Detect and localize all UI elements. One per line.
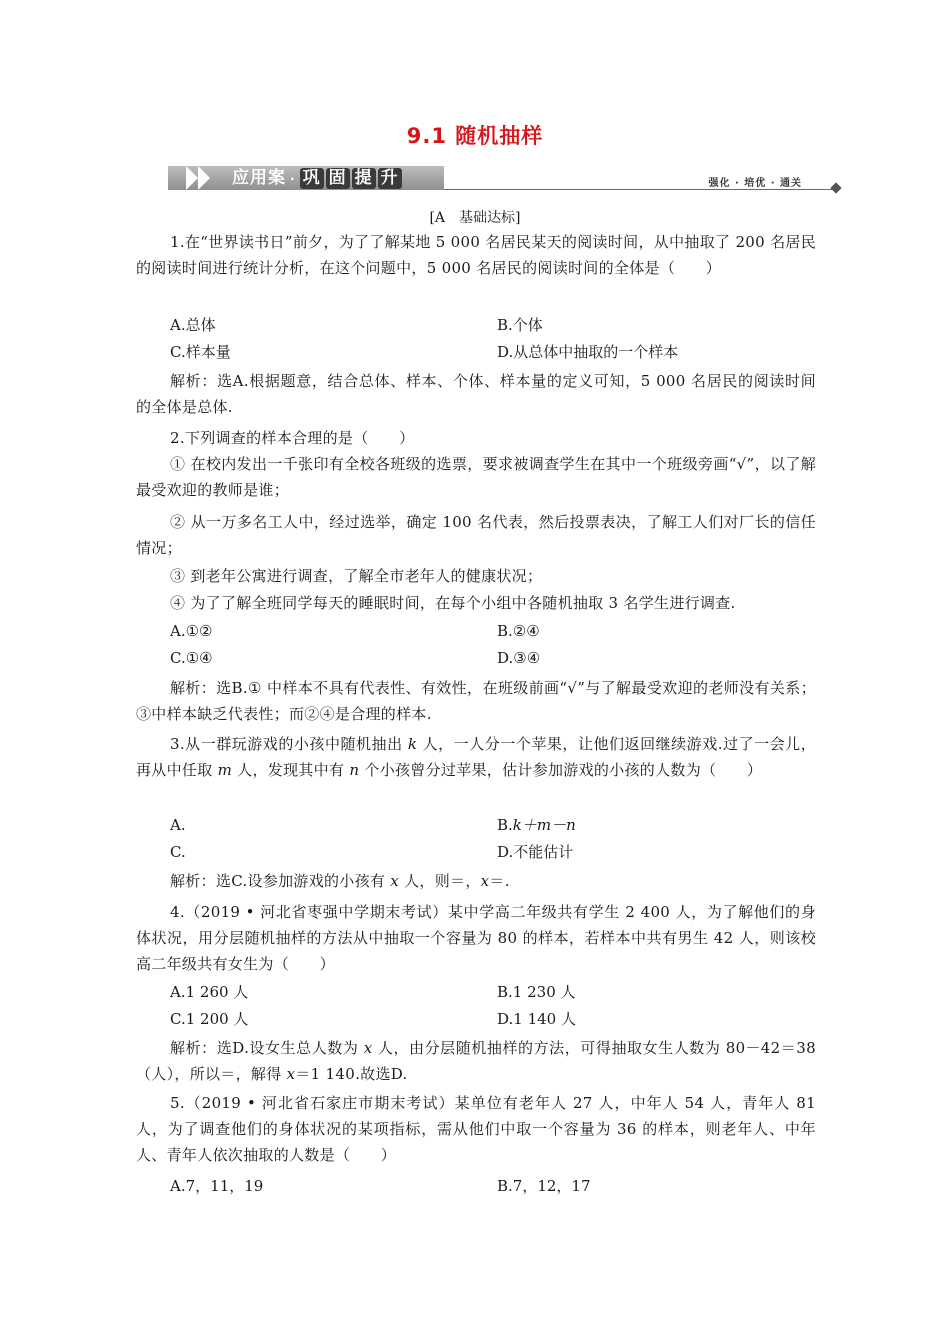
q4-var-x: x	[363, 1039, 373, 1057]
q2-option-d: D.③④	[497, 649, 541, 667]
question-2-stem: 2.下列调查的样本合理的是（ ）	[170, 429, 415, 447]
q3-analysis-text: 人，则＝，	[399, 872, 481, 890]
q1-option-b: B.个体	[497, 316, 543, 334]
q3-stem-text: 个小孩曾分过苹果，估计参加游戏的小孩的人数为（ ）	[359, 761, 763, 779]
diamond-icon	[830, 182, 841, 193]
q3-option-d: D.不能估计	[497, 843, 574, 861]
q3-stem-text: 3.从一群玩游戏的小孩中随机抽出	[170, 735, 408, 753]
q1-option-a: A.总体	[170, 316, 216, 334]
q4-option-b: B.1 230 人	[497, 983, 576, 1001]
q4-analysis-text: ＝1 140.故选D.	[295, 1065, 408, 1083]
q2-statement-4: ④ 为了了解全班同学每天的睡眠时间，在每个小组中各随机抽取 3 名学生进行调查.	[170, 594, 736, 612]
q1-option-d: D.从总体中抽取的一个样本	[497, 343, 679, 361]
q2-statement-2: ② 从一万多名工人中，经过选举，确定 100 名代表，然后投票表决，了解工人们对厂长的信任情况；	[136, 513, 816, 557]
q3-var-x: x	[480, 872, 490, 890]
q2-statement-3: ③ 到老年公寓进行调查，了解全市老年人的健康状况；	[170, 567, 543, 585]
banner-label-b3: 提	[352, 168, 376, 189]
q4-option-d: D.1 140 人	[497, 1010, 576, 1028]
q3-option-a: A.	[170, 816, 186, 834]
q3-analysis-text: 解析：选C.设参加游戏的小孩有	[170, 872, 391, 890]
q4-analysis-text: 解析：选D.设女生总人数为	[170, 1039, 364, 1057]
q4-analysis-text: 人，由分层随机抽样的方法，可得抽取女生人数为 80－42＝38（人），所以＝，解得	[136, 1039, 816, 1083]
question-3-stem	[136, 731, 816, 783]
q2-option-a: A.①②	[170, 622, 213, 640]
question-1-stem: 1.在“世界读书日”前夕，为了了解某地 5 000 名居民某天的阅读时间，从中抽取了 200 名居民的阅读时间进行统计分析，在这个问题中，5 000 名居民的阅读时间的全体是（ ）	[136, 233, 816, 277]
question-5-stem: 5.（2019 • 河北省石家庄市期末考试）某单位有老年人 27 人，中年人 54 人，青年人 81 人，为了调查他们的身体状况的某项指标，需从他们中取一个容量为 36 的样本，则老年人、中年人、青年人依次抽取的人数是（ ）	[136, 1094, 816, 1164]
q3-analysis-text: ＝.	[489, 872, 510, 890]
q2-option-b: B.②④	[497, 622, 540, 640]
section-banner	[168, 162, 840, 194]
q3-var-m: m	[217, 761, 233, 779]
page-title: 9.1 随机抽样	[406, 124, 544, 148]
q1-analysis: 解析：选A.根据题意，结合总体、样本、个体、样本量的定义可知，5 000 名居民的阅读时间的全体是总体.	[136, 372, 816, 416]
chevron-right-icon	[198, 166, 210, 190]
q3-option-b-expression: k＋m－n	[512, 816, 576, 834]
banner-separator: ·	[290, 172, 296, 186]
q2-analysis: 解析：选B.① 中样本不具有代表性、有效性，在班级前画“√”与了解最受欢迎的老师没有关系；③中样本缺乏代表性；而②④是合理的样本.	[136, 679, 816, 723]
q3-option-c: C.	[170, 843, 186, 861]
section-heading: [A 基础达标]	[429, 210, 521, 226]
q3-option-b	[497, 815, 576, 835]
q3-stem-text: 人，一人分一个苹果，让他们返回继续游戏.过了一会儿，再从中任取	[136, 735, 817, 779]
q2-statement-1: ① 在校内发出一千张印有全校各班级的选票，要求被调查学生在其中一个班级旁画“√”，以了解最受欢迎的教师是谁；	[136, 455, 816, 499]
banner-label-b2: 固	[326, 168, 350, 189]
q4-var-x: x	[286, 1065, 296, 1083]
banner-subtitle: 强化 · 培优 · 通关	[708, 178, 802, 189]
banner-label-b1: 巩	[300, 168, 324, 189]
q5-option-a: A.7，11，19	[170, 1177, 264, 1195]
q3-var-x: x	[390, 872, 400, 890]
banner-title	[232, 166, 404, 190]
q3-option-b-label: B.	[497, 816, 513, 834]
banner-label-b4: 升	[378, 168, 402, 189]
q4-option-c: C.1 200 人	[170, 1010, 249, 1028]
q3-stem-text: 人，发现其中有	[232, 761, 350, 779]
banner-label-a: 应用案	[232, 168, 286, 188]
q1-option-c: C.样本量	[170, 343, 231, 361]
question-4-stem: 4.（2019 • 河北省枣强中学期末考试）某中学高二年级共有学生 2 400 人，为了解他们的身体状况，用分层随机抽样的方法从中抽取一个容量为 80 的样本，若样本中共有男生 42 人，则该校高二年级共有女生为（ ）	[136, 903, 816, 973]
banner-rule	[444, 189, 832, 190]
q4-option-a: A.1 260 人	[170, 983, 249, 1001]
chevron-right-icon	[186, 166, 198, 190]
q4-analysis	[136, 1035, 816, 1087]
q2-option-c: C.①④	[170, 649, 213, 667]
q3-analysis	[136, 868, 816, 894]
q3-var-k: k	[407, 735, 418, 753]
q5-option-b: B.7，12，17	[497, 1177, 591, 1195]
q3-var-n: n	[349, 761, 360, 779]
